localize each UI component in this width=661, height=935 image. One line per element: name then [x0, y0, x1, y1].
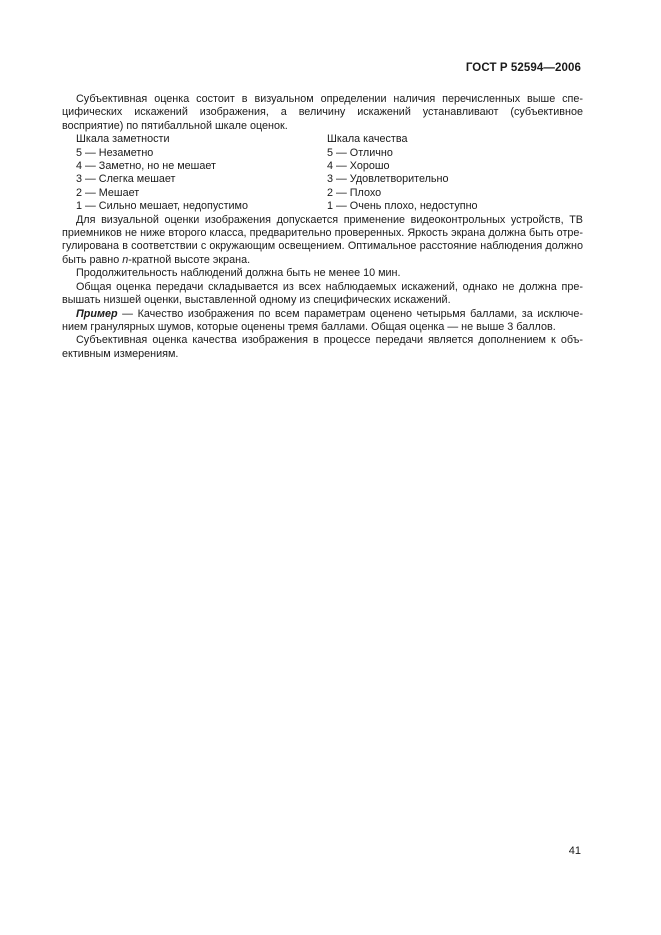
quality-grade: 2 — Плохо [327, 186, 382, 199]
quality-scale-title: Шкала качества [327, 133, 408, 146]
scale-row [62, 187, 583, 200]
text-line: приемников не ниже второго класса, предварительно проверенных. Яркость экрана должна быть отре- [62, 227, 583, 240]
text-line: гулирована в соответствии с окружающим освещением. Оптимальное расстояние наблюдения должно [62, 240, 583, 253]
scale-headers [62, 133, 583, 146]
page-number: 41 [568, 845, 581, 857]
quality-grade: 3 — Удовлетворительно [327, 173, 449, 186]
italic-variable: n [122, 253, 129, 266]
visibility-grade: 5 — Незаметно [76, 146, 154, 159]
paragraph-complement [62, 334, 583, 361]
text-line: Субъективная оценка качества изображения в процессе передачи является дополнением к объ- [76, 334, 583, 347]
visibility-scale-title: Шкала заметности [76, 133, 170, 146]
paragraph-subjective-assessment [62, 93, 583, 133]
page-header-code: ГОСТ Р 52594—2006 [465, 62, 581, 74]
text-line: нием гранулярных шумов, которые оценены тремя баллами. Общая оценка — не выше 3 баллов. [62, 320, 556, 333]
visibility-grade: 2 — Мешает [76, 186, 140, 199]
scale-row [62, 160, 583, 173]
paragraph-example [62, 308, 583, 335]
example-label: Пример [76, 307, 118, 320]
text-line: вышать низшей оценки, выставленной одному из специфических искажений. [62, 294, 451, 307]
scale-row [62, 173, 583, 186]
text-fragment: быть равно [62, 253, 123, 266]
text-line: Для визуальной оценки изображения допускается применение видеоконтрольных устройств, ТВ [76, 213, 583, 226]
paragraph-duration: Продолжительность наблюдений должна быть не менее 10 мин. [76, 267, 401, 280]
text-line: по пятибалльной шкале оценок. [126, 119, 288, 132]
visibility-grade: 4 — Заметно, но не мешает [76, 160, 216, 173]
text-line: ективным измерениям. [62, 347, 179, 360]
paragraph-overall-assessment [62, 281, 583, 308]
rating-scales [62, 133, 583, 213]
document-body [62, 93, 583, 361]
text-fragment: — Качество изображения по всем параметрам оценено четырьмя баллами, за исключе- [117, 307, 583, 320]
text-line: Субъективная оценка состоит в визуальном определении наличия перечисленных выше спе- [76, 93, 583, 105]
scale-row [62, 200, 583, 213]
visibility-grade: 3 — Слегка мешает [76, 173, 176, 186]
visibility-grade: 1 — Сильно мешает, недопустимо [76, 200, 248, 213]
quality-grade: 4 — Хорошо [327, 160, 390, 173]
text-line: Общая оценка передачи складывается из всех наблюдаемых искажений, однако не должна пре- [76, 280, 583, 293]
paragraph-visual-assessment [62, 214, 583, 268]
scale-row [62, 147, 583, 160]
quality-grade: 1 — Очень плохо, недоступно [327, 200, 478, 213]
quality-grade: 5 — Отлично [327, 146, 393, 159]
text-line: цифических искажений изображения, а величину искажений устанавливают (субъективное восприятие) [62, 106, 583, 132]
text-fragment: -кратной высоте экрана. [128, 253, 251, 266]
